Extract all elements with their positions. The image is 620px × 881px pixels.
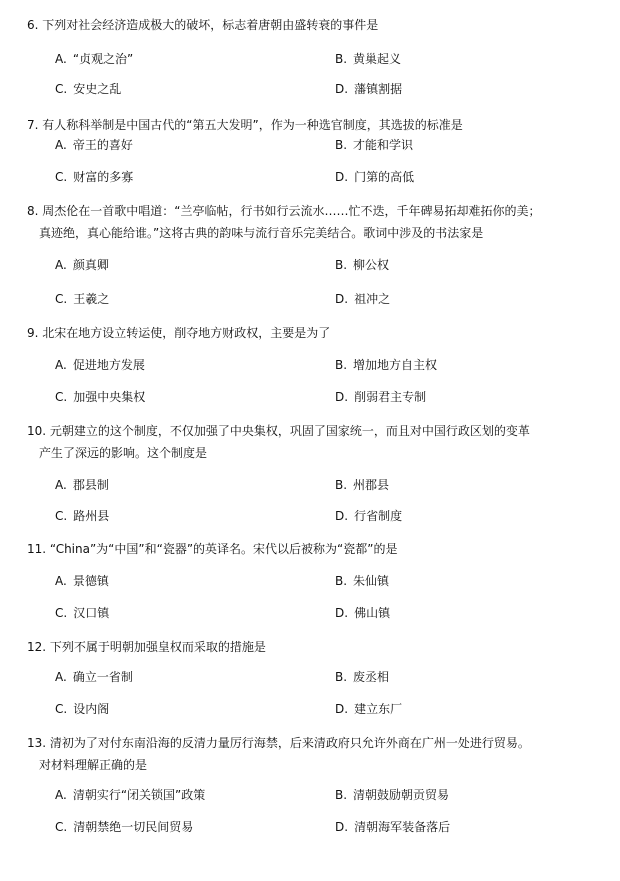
- option-text: 门第的高低: [354, 170, 415, 184]
- question-6-stem-line-1: 6. 下列对社会经济造成极大的破坏，标志着唐朝由盛转衰的事件是: [27, 18, 379, 32]
- option-text: 行省制度: [354, 509, 403, 523]
- question-6-option-b[interactable]: [335, 50, 401, 68]
- option-text: 财富的多寡: [73, 170, 134, 184]
- question-7-option-b[interactable]: [335, 136, 413, 154]
- option-letter: A.: [55, 670, 67, 684]
- option-letter: C.: [55, 509, 68, 523]
- question-7-option-d[interactable]: [335, 168, 414, 186]
- option-text: 促进地方发展: [72, 358, 145, 372]
- option-letter: A.: [55, 52, 67, 66]
- option-letter: D.: [335, 170, 349, 184]
- question-12-option-c[interactable]: [55, 700, 109, 718]
- option-text: 确立一省制: [72, 670, 133, 684]
- option-text: 朱仙镇: [353, 574, 390, 588]
- question-6-option-d[interactable]: [335, 80, 402, 98]
- question-8-option-b[interactable]: [335, 256, 389, 274]
- option-text: 帝王的喜好: [72, 138, 133, 152]
- question-11-option-b[interactable]: [335, 572, 389, 590]
- option-letter: B.: [335, 478, 348, 492]
- question-7-option-c[interactable]: [55, 168, 133, 186]
- question-6-option-a[interactable]: [55, 50, 133, 68]
- question-13-option-d[interactable]: [335, 818, 450, 836]
- question-8-stem: [27, 200, 602, 244]
- question-9-stem: [27, 322, 602, 344]
- option-text: 清朝海军装备落后: [354, 820, 451, 834]
- question-12-stem-line-1: 12. 下列不属于明朝加强皇权而采取的措施是: [27, 640, 266, 654]
- question-10-stem: [27, 420, 602, 464]
- option-text: 景德镇: [72, 574, 109, 588]
- option-text: 州郡县: [353, 478, 390, 492]
- option-text: 汉口镇: [73, 606, 110, 620]
- question-12-option-d[interactable]: [335, 700, 402, 718]
- option-text: 建立东厂: [354, 702, 403, 716]
- option-text: 颜真卿: [72, 258, 109, 272]
- option-text: 加强中央集权: [73, 390, 146, 404]
- question-12-option-b[interactable]: [335, 668, 389, 686]
- option-text: 黄巢起义: [353, 52, 402, 66]
- question-13-stem-line-2: 对材料理解正确的是: [39, 758, 148, 772]
- question-6-stem: [27, 14, 602, 36]
- question-7-option-a[interactable]: [55, 136, 133, 154]
- option-text: 藩镇割据: [354, 82, 403, 96]
- option-text: 清朝禁绝一切民间贸易: [73, 820, 194, 834]
- option-text: 郡县制: [72, 478, 109, 492]
- option-letter: A.: [55, 138, 67, 152]
- option-letter: A.: [55, 788, 67, 802]
- option-letter: A.: [55, 258, 67, 272]
- question-7-stem: [27, 114, 602, 136]
- question-10-option-c[interactable]: [55, 507, 109, 525]
- option-letter: C.: [55, 606, 68, 620]
- question-13-option-c[interactable]: [55, 818, 193, 836]
- question-13-stem: [27, 732, 602, 776]
- option-letter: B.: [335, 788, 348, 802]
- option-letter: D.: [335, 702, 349, 716]
- option-letter: D.: [335, 509, 349, 523]
- question-9-option-a[interactable]: [55, 356, 145, 374]
- option-text: 削弱君主专制: [354, 390, 427, 404]
- option-letter: C.: [55, 292, 68, 306]
- option-letter: B.: [335, 670, 348, 684]
- option-letter: D.: [335, 606, 349, 620]
- question-9-stem-line-1: 9. 北宋在地方设立转运使，削夺地方财政权，主要是为了: [27, 326, 331, 340]
- question-13-option-b[interactable]: [335, 786, 449, 804]
- question-6-option-c[interactable]: [55, 80, 121, 98]
- question-11-option-d[interactable]: [335, 604, 390, 622]
- option-text: 增加地方自主权: [353, 358, 438, 372]
- option-text: 路州县: [73, 509, 110, 523]
- option-text: “贞观之治”: [72, 52, 134, 66]
- question-10-option-a[interactable]: [55, 476, 109, 494]
- question-12-stem: [27, 636, 602, 658]
- option-letter: C.: [55, 390, 68, 404]
- option-letter: B.: [335, 258, 348, 272]
- option-letter: A.: [55, 574, 67, 588]
- option-letter: C.: [55, 82, 68, 96]
- option-text: 祖冲之: [354, 292, 391, 306]
- option-letter: B.: [335, 358, 348, 372]
- question-8-option-a[interactable]: [55, 256, 109, 274]
- question-8-option-c[interactable]: [55, 290, 109, 308]
- option-letter: C.: [55, 170, 68, 184]
- option-letter: D.: [335, 820, 349, 834]
- option-text: 安史之乱: [73, 82, 122, 96]
- option-text: 王羲之: [73, 292, 110, 306]
- option-letter: C.: [55, 820, 68, 834]
- question-7-stem-line-1: 7. 有人称科举制是中国古代的“第五大发明”，作为一种选官制度，其选拔的标准是: [27, 118, 463, 132]
- option-letter: C.: [55, 702, 68, 716]
- option-letter: D.: [335, 390, 349, 404]
- option-text: 设内阁: [73, 702, 110, 716]
- option-letter: A.: [55, 358, 67, 372]
- option-letter: A.: [55, 478, 67, 492]
- option-text: 佛山镇: [354, 606, 391, 620]
- question-10-option-d[interactable]: [335, 507, 402, 525]
- question-11-option-c[interactable]: [55, 604, 109, 622]
- option-letter: B.: [335, 138, 348, 152]
- question-10-option-b[interactable]: [335, 476, 389, 494]
- option-text: 清朝鼓励朝贡贸易: [353, 788, 450, 802]
- question-13-option-a[interactable]: [55, 786, 205, 804]
- option-text: 废丞相: [353, 670, 390, 684]
- question-9-option-c[interactable]: [55, 388, 145, 406]
- question-9-option-b[interactable]: [335, 356, 437, 374]
- question-8-option-d[interactable]: [335, 290, 390, 308]
- question-8-stem-line-1: 8. 周杰伦在一首歌中唱道：“兰亭临帖，行书如行云流水……忙不迭，千年碑易拓却难拓你的美；: [27, 204, 541, 218]
- question-13-stem-line-1: 13. 清初为了对付东南沿海的反清力量厉行海禁，后来清政府只允许外商在广州一处进行贸易。: [27, 736, 530, 750]
- question-8-stem-line-2: 真迹绝，真心能给谁。”这将古典的韵味与流行音乐完美结合。歌词中涉及的书法家是: [39, 226, 484, 240]
- option-letter: B.: [335, 52, 348, 66]
- option-text: 清朝实行“闭关锁国”政策: [72, 788, 206, 802]
- option-text: 才能和学识: [353, 138, 414, 152]
- question-10-stem-line-1: 10. 元朝建立的这个制度，不仅加强了中央集权，巩固了国家统一，而且对中国行政区划的变革: [27, 424, 530, 438]
- question-9-option-d[interactable]: [335, 388, 426, 406]
- question-11-stem-line-1: 11. “China”为“中国”和“瓷器”的英译名。宋代以后被称为“瓷都”的是: [27, 542, 398, 556]
- question-11-option-a[interactable]: [55, 572, 109, 590]
- option-text: 柳公权: [353, 258, 390, 272]
- option-letter: D.: [335, 292, 349, 306]
- question-11-stem: [27, 538, 602, 560]
- option-letter: D.: [335, 82, 349, 96]
- question-12-option-a[interactable]: [55, 668, 133, 686]
- question-10-stem-line-2: 产生了深远的影响。这个制度是: [39, 446, 208, 460]
- option-letter: B.: [335, 574, 348, 588]
